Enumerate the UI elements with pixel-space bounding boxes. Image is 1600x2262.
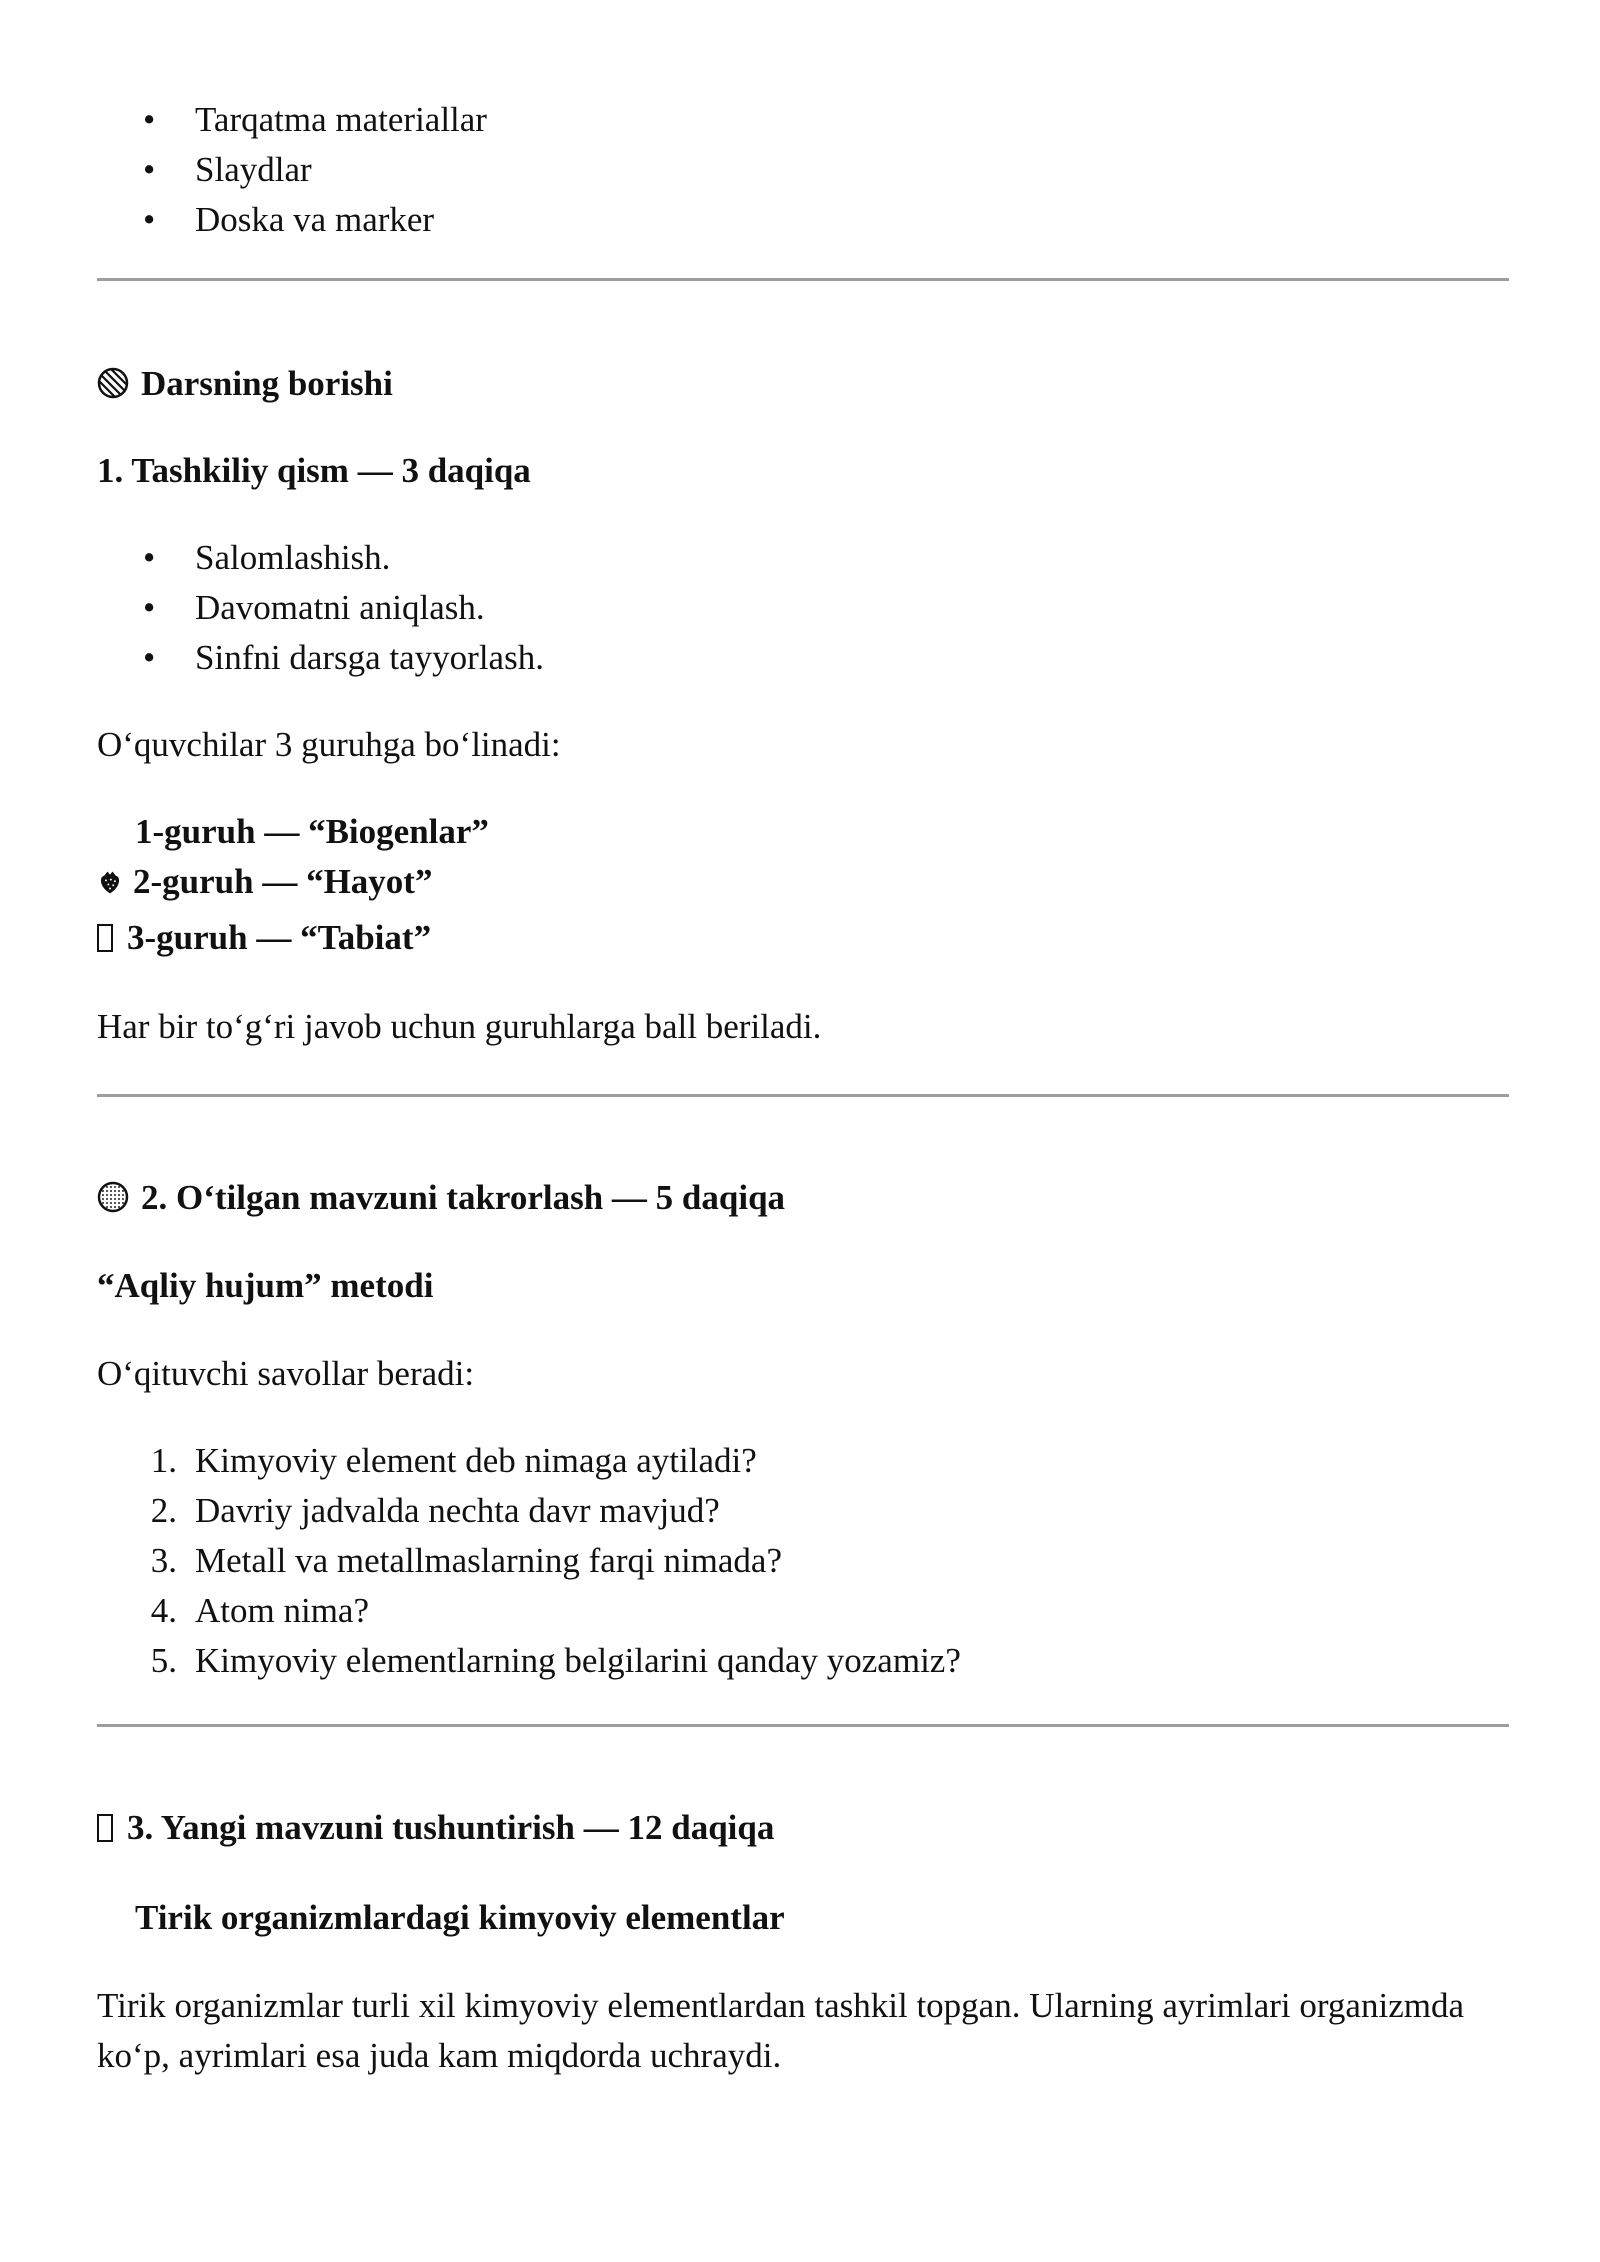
groups-block — [97, 807, 1509, 963]
list-item: • Davomatni aniqlash. — [97, 583, 1509, 633]
question-text: Kimyoviy elementlarning belgilarini qanday yozamiz? — [195, 1641, 961, 1680]
striped-circle-icon — [97, 367, 129, 399]
stage3-title-row — [97, 1803, 1509, 1853]
group-label: 2-guruh — “Hayot” — [133, 862, 433, 901]
stage1-note: Har bir to‘g‘ri javob uchun guruhlarga ball beriladi. — [97, 1007, 822, 1046]
list-item: • Salomlashish. — [97, 533, 1509, 583]
strawberry-icon — [97, 867, 123, 897]
stage1-list — [97, 533, 1509, 683]
group-item — [97, 857, 1509, 909]
method-title: “Aqliy hujum” metodi — [97, 1266, 434, 1305]
groups-intro: O‘quvchilar 3 guruhga bo‘linadi: — [97, 725, 561, 764]
group-item — [97, 913, 1509, 963]
dotted-circle-icon — [97, 1181, 129, 1213]
list-item — [97, 1536, 1509, 1586]
questions-intro: O‘qituvchi savollar beradi: — [97, 1354, 475, 1393]
document-page — [97, 95, 1509, 2081]
group-item — [97, 807, 1509, 857]
list-number: 5. — [150, 1641, 177, 1680]
stage3-title: 3. Yangi mavzuni tushuntirish — 12 daqiqa — [127, 1808, 775, 1847]
divider — [97, 1724, 1509, 1727]
question-text: Kimyoviy element deb nimaga aytiladi? — [195, 1441, 757, 1480]
divider — [97, 1094, 1509, 1097]
list-number: 4. — [150, 1591, 177, 1630]
list-number: 3. — [150, 1541, 177, 1580]
group-label: 3-guruh — “Tabiat” — [127, 918, 432, 957]
stage2-title-row — [97, 1173, 1509, 1223]
list-item — [97, 1436, 1509, 1486]
section-heading — [97, 359, 1509, 409]
list-item: • Tarqatma materiallar — [97, 95, 1509, 145]
list-item — [97, 1586, 1509, 1636]
missing-glyph-icon — [97, 1814, 113, 1842]
stage3-subtitle: Tirik organizmlardagi kimyoviy elementlar — [135, 1898, 785, 1937]
section-heading-text: Darsning borishi — [141, 364, 393, 403]
question-text: Atom nima? — [195, 1591, 369, 1630]
group-label: 1-guruh — “Biogenlar” — [135, 812, 489, 851]
question-text: Davriy jadvalda nechta davr mavjud? — [195, 1491, 720, 1530]
list-number: 1. — [150, 1441, 177, 1480]
list-item — [97, 1636, 1509, 1686]
questions-list — [97, 1436, 1509, 1686]
list-item: • Sinfni darsga tayyorlash. — [97, 633, 1509, 683]
stage2-title: 2. O‘tilgan mavzuni takrorlash — 5 daqiqa — [141, 1178, 786, 1217]
materials-list — [97, 95, 1509, 245]
stage3-paragraph: Tirik organizmlar turli xil kimyoviy elementlardan tashkil topgan. Ularning ayrimlari organizmda ko‘p, ayrimlari esa juda kam miqdorda uchraydi. — [97, 1986, 1464, 2075]
list-item: • Slaydlar — [97, 145, 1509, 195]
list-number: 2. — [150, 1491, 177, 1530]
question-text: Metall va metallmaslarning farqi nimada? — [195, 1541, 783, 1580]
stage1-title: 1. Tashkiliy qism — 3 daqiqa — [97, 451, 531, 490]
missing-glyph-icon — [97, 924, 113, 952]
divider — [97, 278, 1509, 281]
list-item — [97, 1486, 1509, 1536]
list-item: • Doska va marker — [97, 195, 1509, 245]
